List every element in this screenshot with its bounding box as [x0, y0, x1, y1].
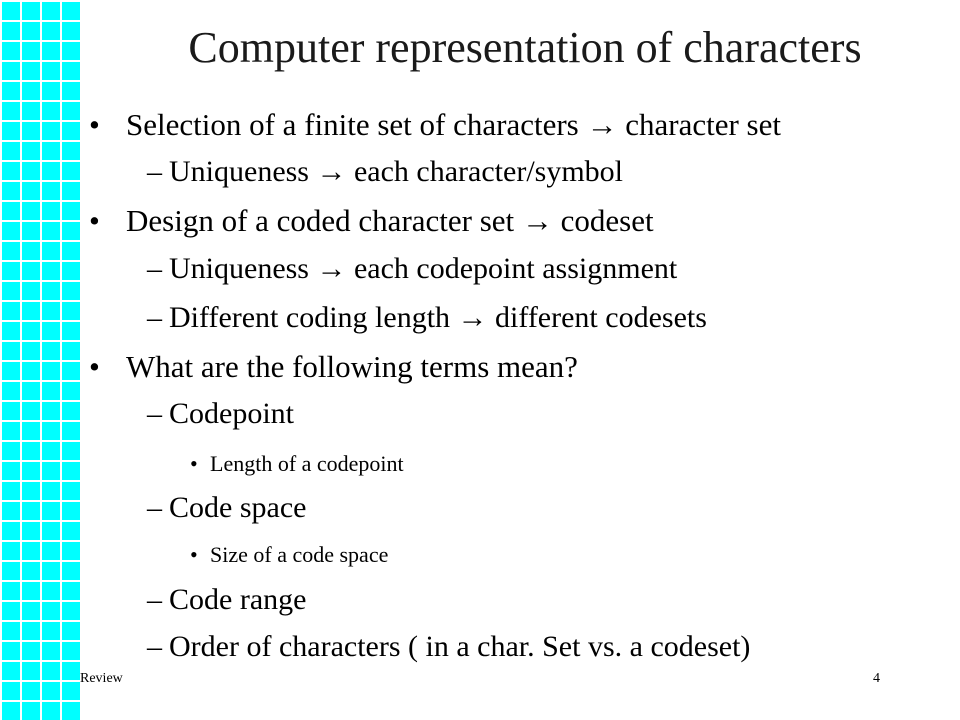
sub-bullet-item: [147, 154, 623, 190]
bullet-text: Selection of a finite set of characters → character set: [126, 107, 781, 142]
sub-sub-bullet-text: Length of a codepoint: [210, 451, 404, 476]
sub-bullet-text: Codepoint: [169, 397, 294, 430]
sub-bullet-item: [147, 490, 307, 526]
page-number: 4: [873, 671, 880, 686]
bullet-marker: •: [89, 203, 100, 238]
sub-bullet-text: Code space: [169, 491, 307, 524]
bullet-marker: •: [89, 107, 100, 142]
sub-sub-bullet-item: [190, 541, 389, 569]
sub-bullet-text: Different coding length → different codesets: [169, 301, 707, 334]
dash-marker: –: [147, 155, 162, 188]
bullet-text: Design of a coded character set → codeset: [126, 203, 654, 238]
sub-sub-bullet-text: Size of a code space: [210, 542, 389, 567]
bullet-marker: •: [190, 542, 198, 567]
sub-bullet-item: [147, 629, 751, 665]
sub-bullet-item: [147, 300, 707, 336]
dash-marker: –: [147, 491, 162, 524]
dash-marker: –: [147, 630, 162, 663]
sub-bullet-text: Order of characters ( in a char. Set vs. a codeset): [169, 630, 751, 663]
dash-marker: –: [147, 252, 162, 285]
bullet-item: [89, 203, 654, 239]
dash-marker: –: [147, 301, 162, 334]
sub-sub-bullet-item: [190, 450, 404, 478]
bullet-marker: •: [190, 451, 198, 476]
sub-bullet-item: [147, 582, 307, 618]
sub-bullet-text: Uniqueness → each codepoint assignment: [169, 252, 678, 285]
sub-bullet-item: [147, 251, 678, 287]
grid-sidebar-decoration: [0, 0, 83, 720]
footer-label: Review: [80, 671, 123, 686]
bullet-item: [89, 107, 781, 143]
sub-bullet-text: Code range: [169, 583, 307, 616]
dash-marker: –: [147, 397, 162, 430]
bullet-marker: •: [89, 349, 100, 384]
sub-bullet-item: [147, 396, 294, 432]
slide-title: Computer representation of characters: [188, 23, 862, 72]
bullet-text: What are the following terms mean?: [126, 349, 578, 384]
bullet-item: [89, 349, 578, 385]
sub-bullet-text: Uniqueness → each character/symbol: [169, 155, 623, 188]
dash-marker: –: [147, 583, 162, 616]
